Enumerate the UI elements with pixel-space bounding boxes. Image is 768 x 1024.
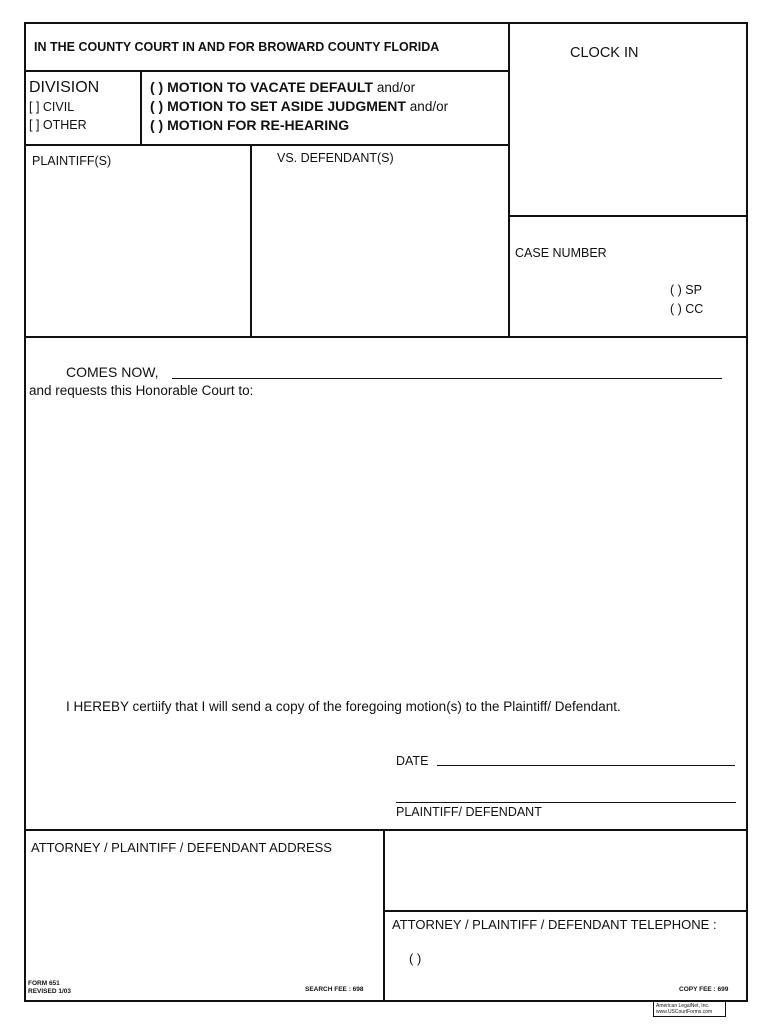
copy-fee: COPY FEE : 699 <box>679 986 729 993</box>
defendant-field[interactable] <box>256 172 504 332</box>
division-title: DIVISION <box>29 79 100 96</box>
clock-in-label: CLOCK IN <box>570 45 639 61</box>
divider-title <box>24 70 510 72</box>
divider-footer <box>24 829 746 831</box>
motion-set-aside-judgment[interactable] <box>150 98 448 114</box>
divider-parties <box>250 144 252 338</box>
division-other-checkbox[interactable]: [ ] OTHER <box>29 118 87 132</box>
telephone-area-code[interactable]: ( ) <box>409 951 422 966</box>
motion-vacate-default-label: ( ) MOTION TO VACATE DEFAULT <box>150 79 373 95</box>
publisher-url: www.USCourtForms.com <box>656 1009 713 1015</box>
motion-set-aside-judgment-suffix: and/or <box>409 99 449 114</box>
signature-line[interactable] <box>396 802 736 803</box>
address-label: ATTORNEY / PLAINTIFF / DEFENDANT ADDRESS <box>31 840 332 855</box>
comes-now-line[interactable] <box>172 378 722 379</box>
divider-top-section <box>24 336 746 338</box>
divider-telephone <box>383 910 746 912</box>
publisher-stamp <box>653 1001 726 1017</box>
motion-vacate-default[interactable] <box>150 79 415 95</box>
requests-text: and requests this Honorable Court to: <box>29 383 254 398</box>
motion-set-aside-judgment-label: ( ) MOTION TO SET ASIDE JUDGMENT <box>150 98 406 114</box>
divider-division <box>140 70 142 146</box>
divider-footer-vertical <box>383 829 385 1000</box>
revised-date: REVISED 1/03 <box>28 988 71 995</box>
plaintiff-field[interactable] <box>28 172 246 332</box>
certify-text: I HEREBY certiify that I will send a copy of the foregoing motion(s) to the Plaintiff/ Defendant. <box>66 699 621 714</box>
request-body-field[interactable] <box>30 405 740 690</box>
division-civil-checkbox[interactable]: [ ] CIVIL <box>29 100 75 114</box>
divider-division-bottom <box>24 144 510 146</box>
defendant-label: VS. DEFENDANT(S) <box>277 151 394 165</box>
case-cc-checkbox[interactable]: ( ) CC <box>670 302 704 316</box>
divider-clock-in <box>508 215 746 217</box>
motion-re-hearing[interactable]: ( ) MOTION FOR RE-HEARING <box>150 117 350 133</box>
court-title: IN THE COUNTY COURT IN AND FOR BROWARD COUNTY FLORIDA <box>34 40 440 54</box>
date-line[interactable] <box>437 765 735 766</box>
search-fee: SEARCH FEE : 698 <box>305 986 364 993</box>
case-number-label: CASE NUMBER <box>515 246 607 260</box>
signature-label: PLAINTIFF/ DEFENDANT <box>396 805 542 819</box>
date-label: DATE <box>396 754 429 768</box>
form-number: FORM 651 <box>28 980 60 987</box>
address-field[interactable] <box>30 860 378 975</box>
motion-vacate-default-suffix: and/or <box>376 80 416 95</box>
plaintiff-label: PLAINTIFF(S) <box>32 154 112 168</box>
case-sp-checkbox[interactable]: ( ) SP <box>670 283 702 297</box>
publisher-name: American LegalNet, Inc. <box>656 1003 710 1009</box>
comes-now-label: COMES NOW, <box>66 364 159 380</box>
telephone-label: ATTORNEY / PLAINTIFF / DEFENDANT TELEPHONE : <box>392 917 717 932</box>
